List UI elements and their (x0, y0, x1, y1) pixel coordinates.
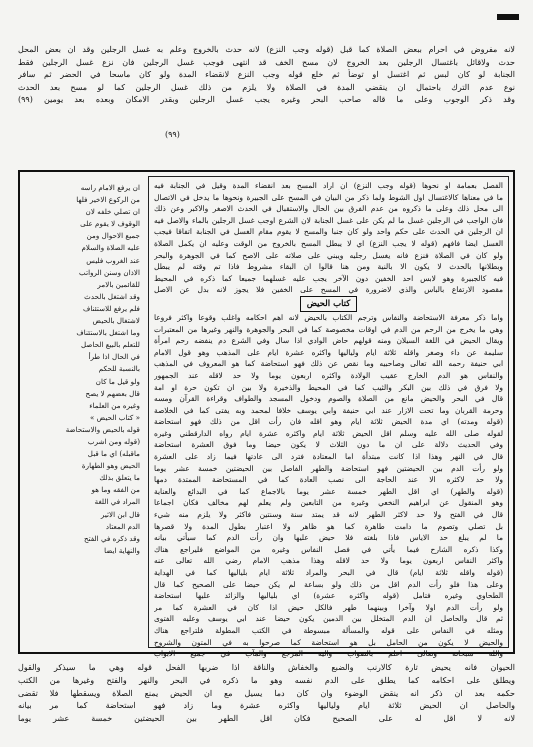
text-line: ما يتعلق بذلك (99, 473, 140, 483)
text-line: وقد ذكره في الفتح (84, 533, 140, 543)
text-line: الحيوان فانه يحيض تارة كالارنب والضبع والخفاش والناقة اذا ضربها الفحل قوله وهي ما سيذكر والقول (18, 663, 515, 672)
text-line: الدم المعتاد (105, 521, 140, 531)
text-line: ان الرجلين في الحدث على حكم واحد ولو كان جنبا والمسح لا يقوم مقام الغسل في الجنابة اتفاقا فيجب (154, 227, 503, 237)
text-line: ان تصلي خلفه لان (85, 207, 140, 217)
text-line: ابي حنيفة رحمه الله تعالى وصاحبيه وما نقص عن ذلك فهو استحاضة كما هو المعروف في المذهب (154, 359, 503, 369)
text-line: وكذا ذكره الشارح فيما يأتي في فصل النفاس وغيره من المواضع فليراجع هناك (154, 544, 503, 554)
text-line: وعلى هذا فلو رأت الدم اقل من ذلك ولو بساعة لم يكن حيضا على الصحيح كما قال (154, 579, 503, 589)
text-line: فلم يرفع للاستئناف (82, 303, 140, 313)
text-line: وقد اشتغل بالحدث (84, 291, 140, 301)
section-heading-label: كتاب الحيض (300, 296, 358, 312)
text-line: (قوله ومدته) اي مدة الحيض ثلاثة ايام وهو اقله فان رأت اقل من ذلك فهو استحاضة (154, 417, 503, 427)
main-text-part-2 (154, 312, 503, 660)
text-line: ولا فرق في ذلك بين البكر والثيب كما في المحيط والذخيرة ولا بين ان تكون حرة او امة (154, 382, 503, 392)
text-line: الوقوف لا يقوم على (80, 219, 140, 229)
text-line: لاشتغال بالحيض (92, 316, 140, 326)
text-line: ما لم يبلغ حد الاياس فاذا بلغته فلا حيض عليها وان رأت الدم كما سيأتي بيانه (154, 533, 503, 543)
section-heading (154, 296, 503, 312)
corner-mark (497, 14, 519, 20)
text-line: وما اشتغل بالاستئناف (76, 328, 140, 338)
text-line: ومثله في النفاس على قوله والمسألة مبسوطة في الكتب المطولة فلتراجع هناك (154, 625, 503, 635)
text-line: الفصل بعمامة او نحوها (قوله وجب النزع) ان اراد المسح بعد انقضاء المدة وقيل في الجنابة فيه (154, 181, 503, 190)
text-line: ثم قال والحاصل ان الدم المتخلل بين الدمين يكون حيضا عند ابي يوسف وعليه الفتوى (154, 614, 503, 624)
text-line: قوله بالحيض والاستحاضة (65, 424, 140, 434)
text-line: فيه كالجبيرة وهو لابس احد الخفين دون الآخر يجب عليه غسلهما جميعا كما ذكره في المحيط (154, 273, 503, 283)
main-text-part-1 (154, 180, 503, 296)
text-line: قال بعضهم لا يصح (85, 388, 140, 398)
text-line: المراد في اللغة (94, 497, 140, 507)
text-line: وهي ما يخرج من الرحم من الدم في اوقات مخصوصة كما في البحر والجوهرة والنهر وغيرها من المعتبرات (154, 324, 503, 334)
commentary-frame (18, 170, 515, 659)
text-line: ولو رأت الدم اولا وآخرا وبينهما طهر فالكل حيض اذا كان في العشرة كما مر (154, 602, 503, 612)
text-line: ولو كان في الصلاة فنزع فانه يغسل رجليه ويبني على صلاته على الاصح كما في الجوهرة والبحر (154, 250, 503, 260)
text-line: والنهاية ايضا (104, 545, 140, 555)
text-line: وقد ذكر الوجوب وعلى ما قاله صاحب البحر وغيره يجب غسل الرجلين وبقدر الامكان وبعده بعد يومين (٩٩) (18, 95, 515, 104)
text-line: قال ابن الاثير (100, 509, 140, 519)
text-line: قال في البحر والحيض مانع من الصلاة والصوم ودخول المسجد والطواف وقراءة القرآن ومسه (154, 394, 503, 404)
text-line: سليمة عن داء وصغر واقله ثلاثة ايام ولياليها واكثره عشرة ايام على المذهب وهو قول الامام (154, 347, 503, 357)
text-line: (قوله والطهر) اي اقل الطهر خمسة عشر يوما بالاجماع كما في البدائع والعناية (154, 486, 503, 496)
text-line: جميع الاحوال ومن (86, 231, 140, 241)
text-line: عليه الصلاة والسلام (81, 243, 140, 253)
text-line: الاذان وسنن الرواتب (79, 267, 140, 277)
text-line: ولو قيل ما كان (95, 376, 140, 386)
text-line: « كتاب الحيض » (90, 412, 140, 422)
text-line: وحرمة القربان وما تحت الازار عند ابي حنيفة وابي يوسف خلافا لمحمد وبه يفتى كما في الخلاصة (154, 405, 503, 415)
text-line: فان الواجب في الرجلين غسل ما لم يكن على غسل الجنابة لان الشرع اوجب غسل الرجلين بالماء والاصل فيه (154, 215, 503, 225)
text-line: الجنابة لو كان لبس ثم اغتسل او توضأ ثم خلع قوله وجب النزع لانقضاء المدة ولو كان ماسحا في الحضر ثم سافر (18, 70, 515, 79)
text-line: لقوله صلى الله عليه وسلم اقل الحيض ثلاثة ايام واكثره عشرة ايام رواه الدارقطني وغيره (154, 428, 503, 438)
text-line: بالنسبة للحكم (98, 364, 140, 374)
text-line: الطحاوي وغيره فتامل (قوله واكثره عشرة) اي بلياليها والزائد عليها استحاضة (154, 591, 503, 601)
text-line: ولا حد لاكثره الا عند الحاجة الى نصب العادة كما في المستحاضة الممتدة دمها (154, 475, 503, 485)
text-line: والحيض لا يكون من الحامل بل هو استحاضة كما صرحوا به في المتون والشروح (154, 637, 503, 647)
text-line: واما ذكر معرفة الاستحاضة والنفاس وترجم الكتاب بالحيض لانه اهم احكامه واغلب وقوعا واكثر فروعا (154, 312, 503, 322)
text-line: (قوله ومن اشرب (87, 436, 140, 446)
text-line: والله سبحانه وتعالى اعلم بالصواب واليه المرجع والمآب في جميع الابواب (154, 649, 503, 659)
text-line: الى محل ذلك وعلى ما ذكروه من عدم الفرق بين الحال والاستقبال في الحدث الاصغر والاكبر وعن ذلك (154, 204, 503, 214)
text-line: لانه لا اقل له على الصحيح فكان اقل الطهر بين الحيضتين خمسة عشر يوما (18, 714, 515, 724)
text-line: مقصود الارتفاع بالباس والذي لاضرورة في المسح على الخفين فلا يجوز لانه بدل عن الاصل (154, 285, 503, 295)
text-line: للقائمين بالامر (97, 279, 140, 289)
text-line: من الركوع الاخير فلها (76, 195, 140, 205)
bottom-text-block (18, 662, 515, 726)
text-line: وفي الحديث دلالة على ان ما دون الثلاث لا يكون حيضا وما فوق العشرة استحاضة (154, 440, 503, 450)
text-line: ويقال الحيض في اللغة السيلان ومنه قولهم حاض الوادي اذا سال وفي الشرع دم ينفضه رحم امرأة (154, 336, 503, 346)
text-line: نوع عدم الترك باحتمال ان ينقضي المدة في الصلاة ولا يلزم من ذلك غسل الرجلين كما لو مسح بعد الحدث (18, 82, 515, 92)
text-line: وهو المنقول عن ابراهيم النخعي وغيره من التابعين ولم يعلم لهم مخالف فكان اجماعا (154, 498, 503, 508)
text-line: وبطلانها بالحدث لا يكون الا بالنية ومن هنا قالوا ان البقاء مشروط فاذا تم وقته لم يبطل (154, 262, 503, 272)
text-line: والنفاس هو الدم الخارج عقيب الولادة واكثره اربعون يوما ولا حد لاقله عند الجمهور (154, 370, 503, 380)
text-line: الحيض وهو الطهارة (81, 461, 140, 471)
top-text-block (18, 44, 515, 107)
text-line: واكثر النفاس اربعون يوما ولا حد لاقله وهذا مذهب الامام رضي الله تعالى عنه (154, 556, 503, 566)
text-line: لانه مفروض في احرام ببعض الصلاة كما قبل (قوله وجب النزع) لانه حدث بالخروج وعلم به غسل الرجلين وقد ان بعض المحل (18, 45, 515, 54)
text-line: بل تصلي وتصوم ما دامت طاهرة كما هو ظاهر ولا اعتبار بطول المدة ولا قصرها (154, 521, 503, 531)
text-line: والحاصل ان الحيض ثلاثة ايام ولياليها واكثره عشرة وما زاد فهو استحاضة كما مر بيانه (18, 701, 515, 711)
text-line: قال في الفتح ولا حد لاكثر الطهر لانه قد يمتد سنة وسنتين فاكثر ولا يلزم منه شيء (154, 510, 503, 520)
text-line: حكمه بعد ان ذكر انه ينقض الوضوء وان كان دما يسيل مع ان الحيض يمنع الصلاة ويسقطها فلا تقضى (18, 688, 515, 698)
text-line: ما في معناها كالاغتسال اول الشوط ولما ذكر من البيان في المسح على الجبيرة ونحوها ما يدخل في الاتصال (154, 192, 503, 202)
text-line: (قوله واقله ثلاثة ايام) قال في البحر والمراد ثلاثة ايام بلياليها كما في الهداية (154, 568, 503, 577)
text-line: ولو رأت الدم بين الحيضتين فهو استحاضة والطهر الفاصل بين الحيضتين خمسة عشر يوما (154, 463, 503, 473)
text-line: ويطلق على احكامه كما يطلق على الدم نفسه وهو ما ذكره في البحر والنهر والفتح وغيرها من الكتب (18, 675, 515, 685)
text-line: الغسل ايضا فافهم (قوله لا يجب النزع) اي لا يبطل المسح بالخروج من الوقت وعليه ان يكمل الصلاة (154, 238, 503, 248)
text-line: من الفقه وما هو (91, 485, 140, 495)
text-line: في الحال اذا طرأ (88, 352, 140, 362)
text-line: وغيره من العلماء (89, 400, 140, 410)
page-number: (٩٩) (165, 130, 180, 139)
text-line: ان يرفع الامام راسه (80, 183, 140, 192)
main-text-box (148, 176, 509, 659)
text-line: للتعلم بالبيع الحاصل (80, 340, 140, 350)
text-line: عند الغروب فليس (86, 255, 140, 265)
text-line: قال في النهر وهذا اذا كانت مبتدأة اما المعتادة فترد الى عادتها فيما زاد على العشرة (154, 452, 503, 462)
text-line: حدث ولاقائل باغتسال الرجلين بعد الخروج لان مسح الخف قد انتهى فوجب غسل الرجلين فان نزع غسل الرجلين فقط (18, 57, 515, 67)
text-line: ماقبله) اي ما قبل (87, 449, 140, 459)
margin-column (26, 182, 140, 648)
